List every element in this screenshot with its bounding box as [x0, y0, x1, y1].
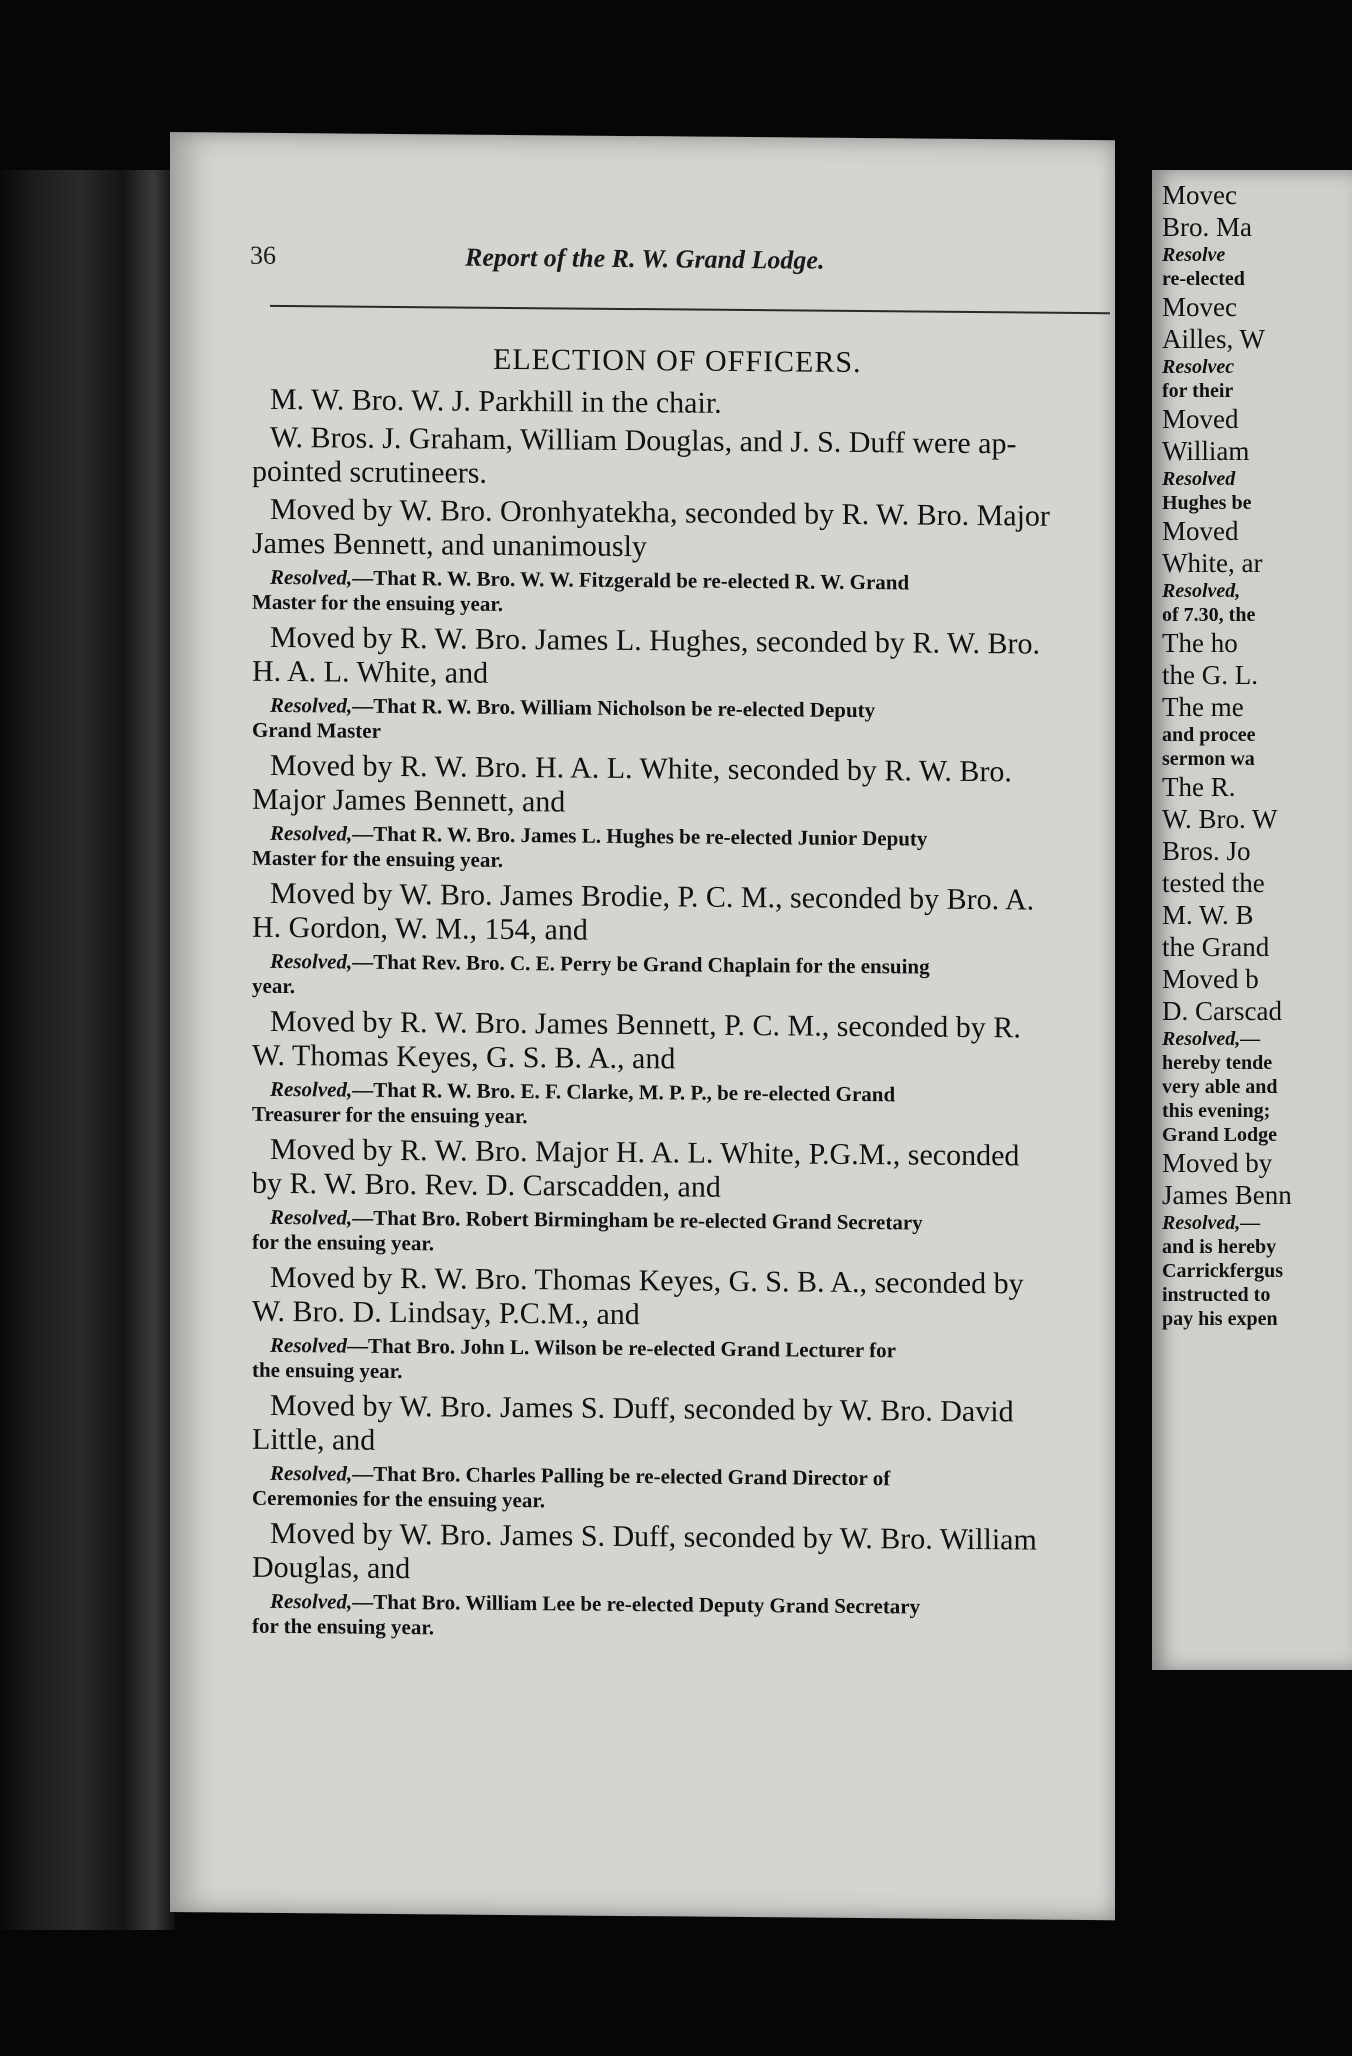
- line-text: Moved by W. Bro. Oronhyatekha, seconded by R. W. Bro. Major: [270, 492, 1050, 533]
- facing-page-line: D. Carscad: [1162, 996, 1282, 1026]
- motion-line: [252, 1295, 640, 1332]
- line-text: for the ensuing year.: [252, 1613, 435, 1640]
- book-page: [170, 132, 1115, 1920]
- resolution-line: [252, 1230, 434, 1257]
- book-spine: [0, 170, 175, 1930]
- line-text: Treasurer for the ensuing year.: [252, 1101, 528, 1129]
- line-text: Master for the ensuing year.: [252, 589, 504, 616]
- resolved-label: Resolved,: [270, 1204, 353, 1230]
- line-text: —That Bro. Charles Palling be re-elected Grand Director of: [352, 1461, 891, 1491]
- facing-page-line: re-elected: [1162, 268, 1245, 290]
- facing-page-line: Moved: [1162, 404, 1239, 434]
- resolved-label: Resolved,: [270, 948, 353, 974]
- facing-page-line: Resolve: [1162, 244, 1226, 266]
- resolved-label: Resolved,: [270, 820, 353, 846]
- facing-page-line: W. Bro. W: [1162, 804, 1278, 834]
- line-text: for the ensuing year.: [252, 1229, 435, 1256]
- resolution-line: [252, 1614, 434, 1641]
- line-text: Grand Master: [252, 717, 381, 743]
- line-text: by R. W. Bro. Rev. D. Carscadden, and: [252, 1166, 721, 1204]
- resolution-line: [252, 1358, 402, 1384]
- line-text: Moved by R. W. Bro. James Bennett, P. C. M., seconded by R.: [270, 1004, 1021, 1045]
- facing-page-line: Movec: [1162, 292, 1237, 322]
- line-text: W. Bros. J. Graham, William Douglas, and J. S. Duff were ap-: [270, 420, 1017, 461]
- resolution-line: [270, 949, 930, 980]
- facing-page-fragment: [1152, 170, 1352, 1670]
- facing-page-line: The me: [1162, 692, 1244, 722]
- line-text: Ceremonies for the ensuing year.: [252, 1485, 546, 1513]
- facing-page-line: White, ar: [1162, 548, 1263, 578]
- facing-page-line: Bros. Jo: [1162, 836, 1251, 866]
- line-text: Major James Bennett, and: [252, 782, 566, 819]
- line-text: Moved by W. Bro. James S. Duff, seconded by W. Bro. William: [270, 1516, 1037, 1557]
- line-text: —That R. W. Bro. W. W. Fitzgerald be re-elected R. W. Grand: [352, 565, 910, 595]
- motion-line: [252, 1423, 375, 1458]
- line-text: H. Gordon, W. M., 154, and: [252, 910, 588, 947]
- facing-page-line: of 7.30, the: [1162, 604, 1256, 626]
- resolved-label: Resolved: [270, 1332, 347, 1358]
- resolved-label: Resolved,: [270, 1588, 353, 1614]
- header-rule: [270, 305, 1110, 314]
- facing-page-line: Bro. Ma: [1162, 212, 1252, 242]
- section-title: ELECTION OF OFFICERS.: [493, 342, 862, 380]
- line-text: W. Bro. D. Lindsay, P.C.M., and: [252, 1294, 640, 1332]
- facing-page-line: tested the: [1162, 868, 1265, 898]
- line-text: Moved by W. Bro. James S. Duff, seconded by W. Bro. David: [270, 1388, 1014, 1429]
- facing-page-line: this evening;: [1162, 1100, 1271, 1122]
- facing-page-line: for their: [1162, 380, 1234, 402]
- facing-page-line: and procee: [1162, 724, 1256, 746]
- facing-page-line: The R.: [1162, 772, 1236, 802]
- line-text: —That R. W. Bro. James L. Hughes be re-elected Junior Deputy: [352, 821, 928, 851]
- line-text: Little, and: [252, 1422, 376, 1457]
- facing-page-line: James Benn: [1162, 1180, 1292, 1210]
- line-text: Moved by R. W. Bro. Major H. A. L. White, P.G.M., seconded: [270, 1132, 1020, 1173]
- motion-line: [252, 1039, 675, 1077]
- motion-line: [270, 1389, 1014, 1429]
- facing-page-line: Ailles, W: [1162, 324, 1265, 354]
- facing-page-line: Resolved,—: [1162, 1028, 1261, 1050]
- resolved-label: Resolved,: [270, 1460, 353, 1486]
- facing-page-line: pay his expen: [1162, 1308, 1278, 1330]
- line-text: Moved by R. W. Bro. Thomas Keyes, G. S. B. A., seconded by: [270, 1260, 1024, 1301]
- facing-page-line: M. W. B: [1162, 900, 1254, 930]
- line-text: M. W. Bro. W. J. Parkhill in the chair.: [270, 382, 722, 420]
- facing-page-line: the Grand: [1162, 932, 1270, 962]
- facing-page-line: Moved: [1162, 516, 1239, 546]
- line-text: H. A. L. White, and: [252, 654, 489, 690]
- resolution-line: [252, 1486, 545, 1514]
- resolution-line: [252, 718, 381, 744]
- line-text: Douglas, and: [252, 1550, 411, 1586]
- line-text: W. Thomas Keyes, G. S. B. A., and: [252, 1038, 676, 1076]
- motion-line: [252, 1551, 410, 1586]
- resolution-line: [252, 846, 503, 873]
- line-text: —That Bro. John L. Wilson be re-elected Grand Lecturer for: [346, 1333, 896, 1363]
- facing-page-line: Resolved: [1162, 468, 1236, 490]
- line-text: —That Rev. Bro. C. E. Perry be Grand Chaplain for the ensuing: [352, 949, 930, 979]
- facing-page-line: Resolved,: [1162, 580, 1241, 602]
- resolution-line: [252, 974, 295, 999]
- facing-page-line: the G. L.: [1162, 660, 1258, 690]
- line-text: Master for the ensuing year.: [252, 845, 504, 872]
- facing-page-line: Movec: [1162, 180, 1237, 210]
- facing-page-line: Resolvec: [1162, 356, 1235, 378]
- resolved-label: Resolved,: [270, 1076, 353, 1102]
- facing-page-line: and is hereby: [1162, 1236, 1277, 1258]
- motion-line: [252, 455, 487, 491]
- facing-page-line: very able and: [1162, 1076, 1278, 1098]
- facing-page-line: Grand Lodge: [1162, 1124, 1278, 1146]
- facing-page-line: hereby tende: [1162, 1052, 1273, 1074]
- line-text: —That Bro. Robert Birmingham be re-elected Grand Secretary: [352, 1205, 923, 1235]
- page-number: 36: [250, 240, 276, 270]
- facing-page-line: Hughes be: [1162, 492, 1252, 514]
- facing-page-line: The ho: [1162, 628, 1238, 658]
- line-text: Moved by R. W. Bro. H. A. L. White, seconded by R. W. Bro.: [270, 748, 1012, 789]
- line-text: —That R. W. Bro. E. F. Clarke, M. P. P., be re-elected Grand: [352, 1077, 896, 1107]
- facing-page-line: Moved by: [1162, 1148, 1273, 1178]
- resolution-line: [252, 590, 503, 617]
- motion-line: [252, 783, 565, 820]
- running-title: Report of the R. W. Grand Lodge.: [465, 242, 825, 275]
- facing-page-line: Carrickfergus: [1162, 1260, 1284, 1282]
- motion-line: [270, 383, 722, 421]
- line-text: pointed scrutineers.: [252, 454, 487, 490]
- facing-page-line: instructed to: [1162, 1284, 1271, 1306]
- facing-page-line: William: [1162, 436, 1250, 466]
- facing-page-line: Resolved,—: [1162, 1212, 1261, 1234]
- resolved-label: Resolved,: [270, 692, 353, 718]
- line-text: —That R. W. Bro. William Nicholson be re-elected Deputy: [352, 693, 876, 723]
- page-header: [250, 241, 1095, 288]
- motion-line: [252, 911, 588, 948]
- resolution-line: [252, 1102, 528, 1129]
- resolved-label: Resolved,: [270, 564, 353, 590]
- line-text: Moved by W. Bro. James Brodie, P. C. M., seconded by Bro. A.: [270, 876, 1035, 917]
- motion-line: [252, 1167, 721, 1205]
- line-text: year.: [252, 973, 295, 999]
- line-text: Moved by R. W. Bro. James L. Hughes, seconded by R. W. Bro.: [270, 620, 1040, 661]
- motion-line: [252, 655, 488, 691]
- line-text: —That Bro. William Lee be re-elected Deputy Grand Secretary: [352, 1589, 921, 1619]
- motion-line: [252, 527, 647, 564]
- facing-page-line: Moved b: [1162, 964, 1259, 994]
- facing-page-line: sermon wa: [1162, 748, 1255, 770]
- line-text: James Bennett, and unanimously: [252, 526, 647, 564]
- line-text: the ensuing year.: [252, 1357, 403, 1384]
